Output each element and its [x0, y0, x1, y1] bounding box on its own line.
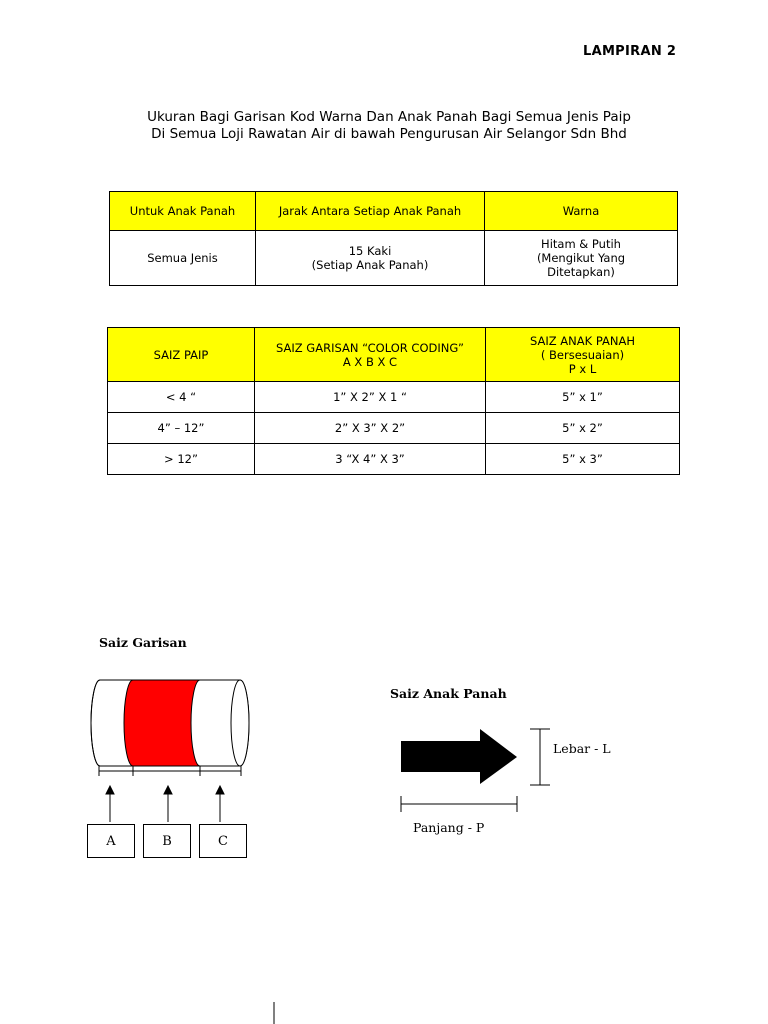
table-cell: Semua Jenis [110, 231, 256, 286]
lebar-label: Lebar - L [553, 741, 611, 756]
box-a: A [87, 824, 135, 858]
cell-line: (Setiap Anak Panah) [311, 258, 429, 272]
box-c: C [199, 824, 247, 858]
arrow-icon [401, 729, 517, 784]
cell-line: ( Bersesuaian) [540, 347, 625, 362]
table-cell: < 4 “ [108, 382, 255, 413]
pipe-dimension-line [99, 766, 241, 776]
title-line-2: Di Semua Loji Rawatan Air di bawah Pengurusan Air Selangor Sdn Bhd [151, 126, 627, 142]
cell-line: (Mengikut Yang [536, 251, 626, 265]
box-b: B [143, 824, 191, 858]
table-cell: 1” X 2” X 1 “ [255, 382, 486, 413]
title-line-1: Ukuran Bagi Garisan Kod Warna Dan Anak Panah Bagi Semua Jenis Paip [147, 109, 631, 125]
saiz-anak-panah-label: Saiz Anak Panah [390, 686, 507, 701]
lebar-dimension [530, 729, 550, 785]
cell-line: P x L [568, 361, 597, 376]
header-cell: Warna [485, 192, 678, 231]
header-cell: Jarak Antara Setiap Anak Panah [256, 192, 485, 231]
panjang-label: Panjang - P [413, 820, 485, 835]
table-cell: 5” x 3” [486, 444, 680, 475]
appendix-label: LAMPIRAN 2 [583, 44, 677, 59]
saiz-garisan-label: Saiz Garisan [99, 635, 187, 650]
cell-line: A X B X C [342, 354, 398, 369]
panjang-dimension [401, 796, 517, 812]
cell-line: SAIZ GARISAN “COLOR CODING” [276, 340, 464, 355]
table-cell: 5” x 2” [486, 413, 680, 444]
header-cell: Untuk Anak Panah [110, 192, 256, 231]
pipe-illustration [91, 680, 249, 766]
cell-line: Hitam & Putih [541, 237, 621, 251]
table-cell: 5” x 1” [486, 382, 680, 413]
header-cell: SAIZ PAIP [108, 328, 255, 382]
table-cell: > 12” [108, 444, 255, 475]
table-cell: 2” X 3” X 2” [255, 413, 486, 444]
cell-line: SAIZ ANAK PANAH [529, 333, 636, 348]
table-cell: 3 “X 4” X 3” [255, 444, 486, 475]
cell-line: Ditetapkan) [547, 265, 615, 279]
cell-line: 15 Kaki [348, 244, 392, 258]
pointer-arrows [106, 786, 224, 822]
table-cell: 4” – 12” [108, 413, 255, 444]
